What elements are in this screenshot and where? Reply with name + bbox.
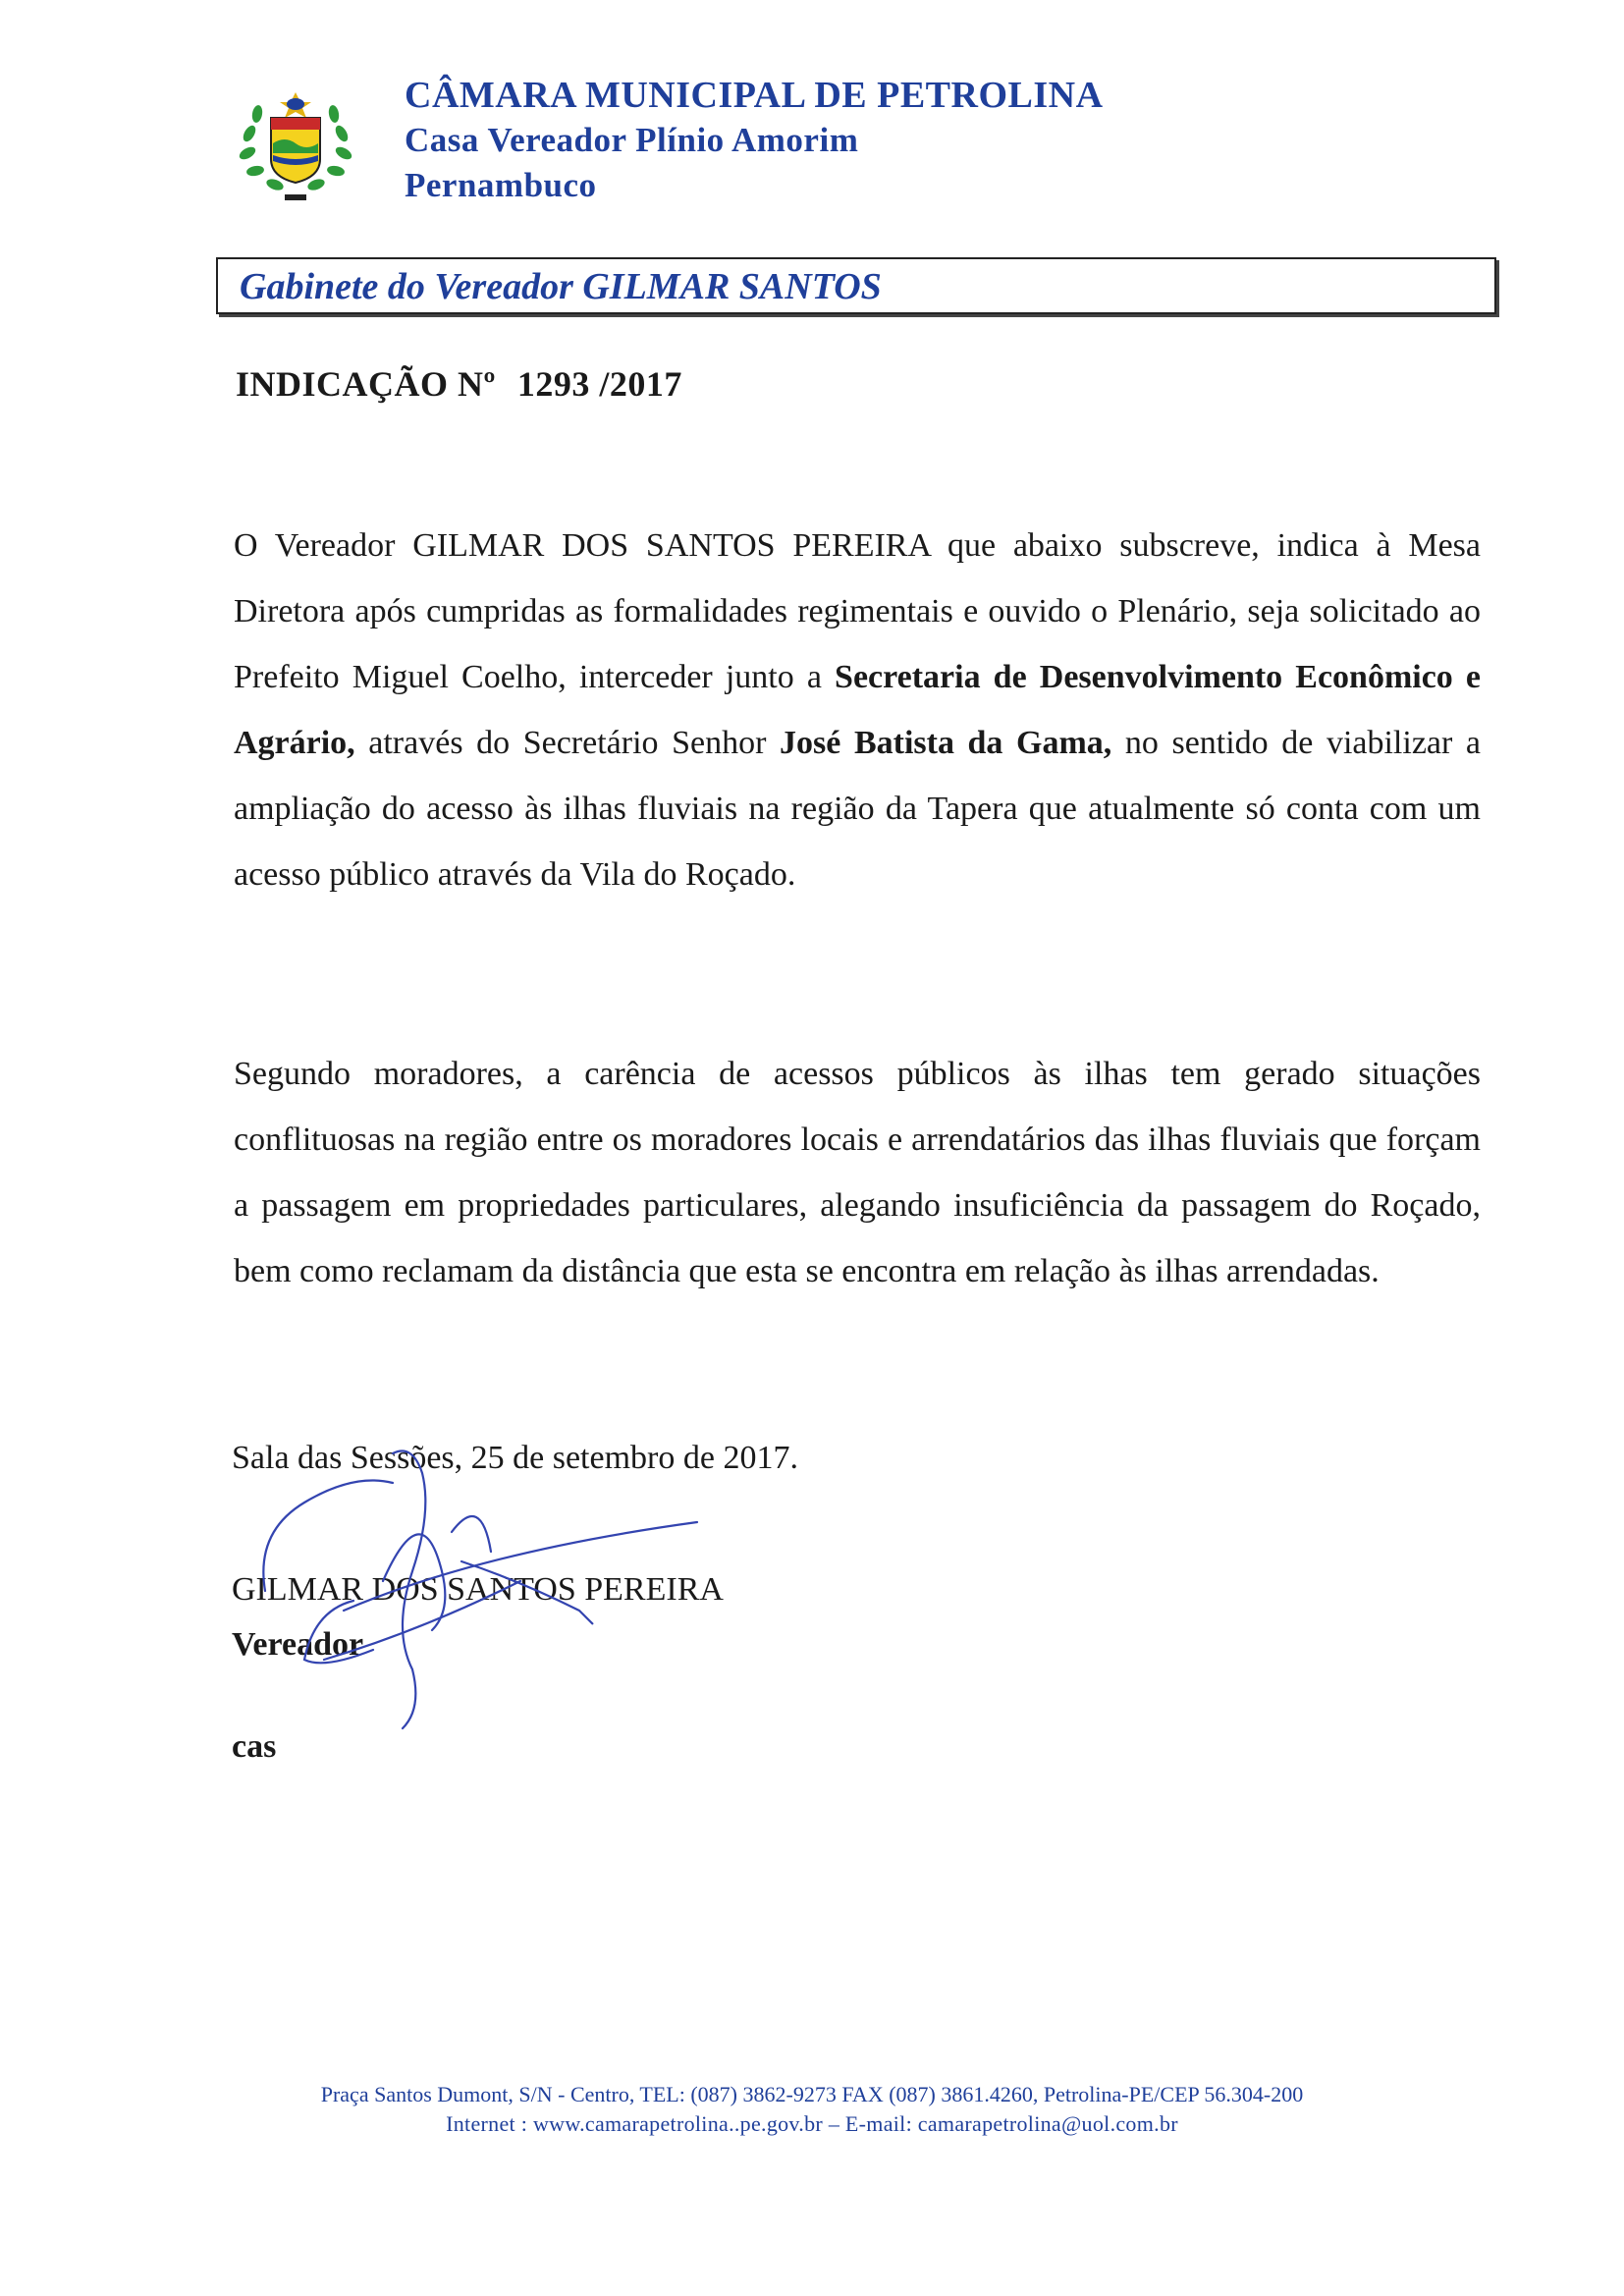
cabinet-title: Gabinete do Vereador GILMAR SANTOS	[240, 266, 882, 307]
cabinet-banner	[216, 257, 1496, 314]
document-number: 1293 /2017	[516, 364, 682, 404]
coat-of-arms-logo	[236, 75, 355, 206]
header-text-block	[405, 73, 1104, 208]
house-name: Casa Vereador Plínio Amorim	[405, 121, 859, 159]
footer-contact: Internet : www.camarapetrolina..pe.gov.br – E-mail: camarapetrolina@uol.com.br	[446, 2111, 1178, 2136]
paragraph-request-text-b: através do Secretário Senhor	[354, 725, 781, 761]
signer-role: Vereador	[232, 1626, 364, 1663]
paragraph-justification: Segundo moradores, a carência de acessos públicos às ilhas tem gerado situações conflituosas na região entre os moradores locais e arrendatários das ilhas fluviais que forçam a passagem em propriedades particulares, alegando insuficiência da passagem do Roçado, bem como reclamam da distância que esta se encontra em relação às ilhas arrendadas.	[234, 1056, 1481, 1289]
document-title	[236, 363, 682, 405]
document-title-prefix: INDICAÇÃO Nº	[236, 364, 496, 404]
typist-initials: cas	[232, 1728, 277, 1765]
signer-name: GILMAR DOS SANTOS PEREIRA	[232, 1571, 724, 1608]
paragraph-request-text-c: no sentido de viabilizar a ampliação do acesso às ilhas fluviais na região da Tapera que atualmente só conta com um acesso público através da Vila do Roçado.	[234, 725, 1482, 893]
secretariat-name: Secretaria de Desenvolvimento Econômico e Agrário,	[234, 659, 1481, 761]
paragraph-request-text-a: O Vereador GILMAR DOS SANTOS PEREIRA que abaixo subscreve, indica à Mesa Diretora após cumpridas as formalidades regimentais e ouvido o Plenário, seja solicitado ao Prefeito Miguel Coelho, interceder junto a	[234, 527, 1481, 695]
footer-address: Praça Santos Dumont, S/N - Centro, TEL: (087) 3862-9273 FAX (087) 3861.4260, Petrolina-PE/CEP 56.304-200	[320, 2082, 1304, 2106]
organization-name: CÂMARA MUNICIPAL DE PETROLINA	[405, 75, 1104, 116]
state-name: Pernambuco	[405, 166, 597, 204]
handwritten-signature	[226, 1434, 717, 1787]
session-date: Sala das Sessões, 25 de setembro de 2017.	[232, 1440, 798, 1476]
paragraph-request	[234, 513, 1481, 907]
secretary-name: José Batista da Gama,	[780, 725, 1112, 761]
